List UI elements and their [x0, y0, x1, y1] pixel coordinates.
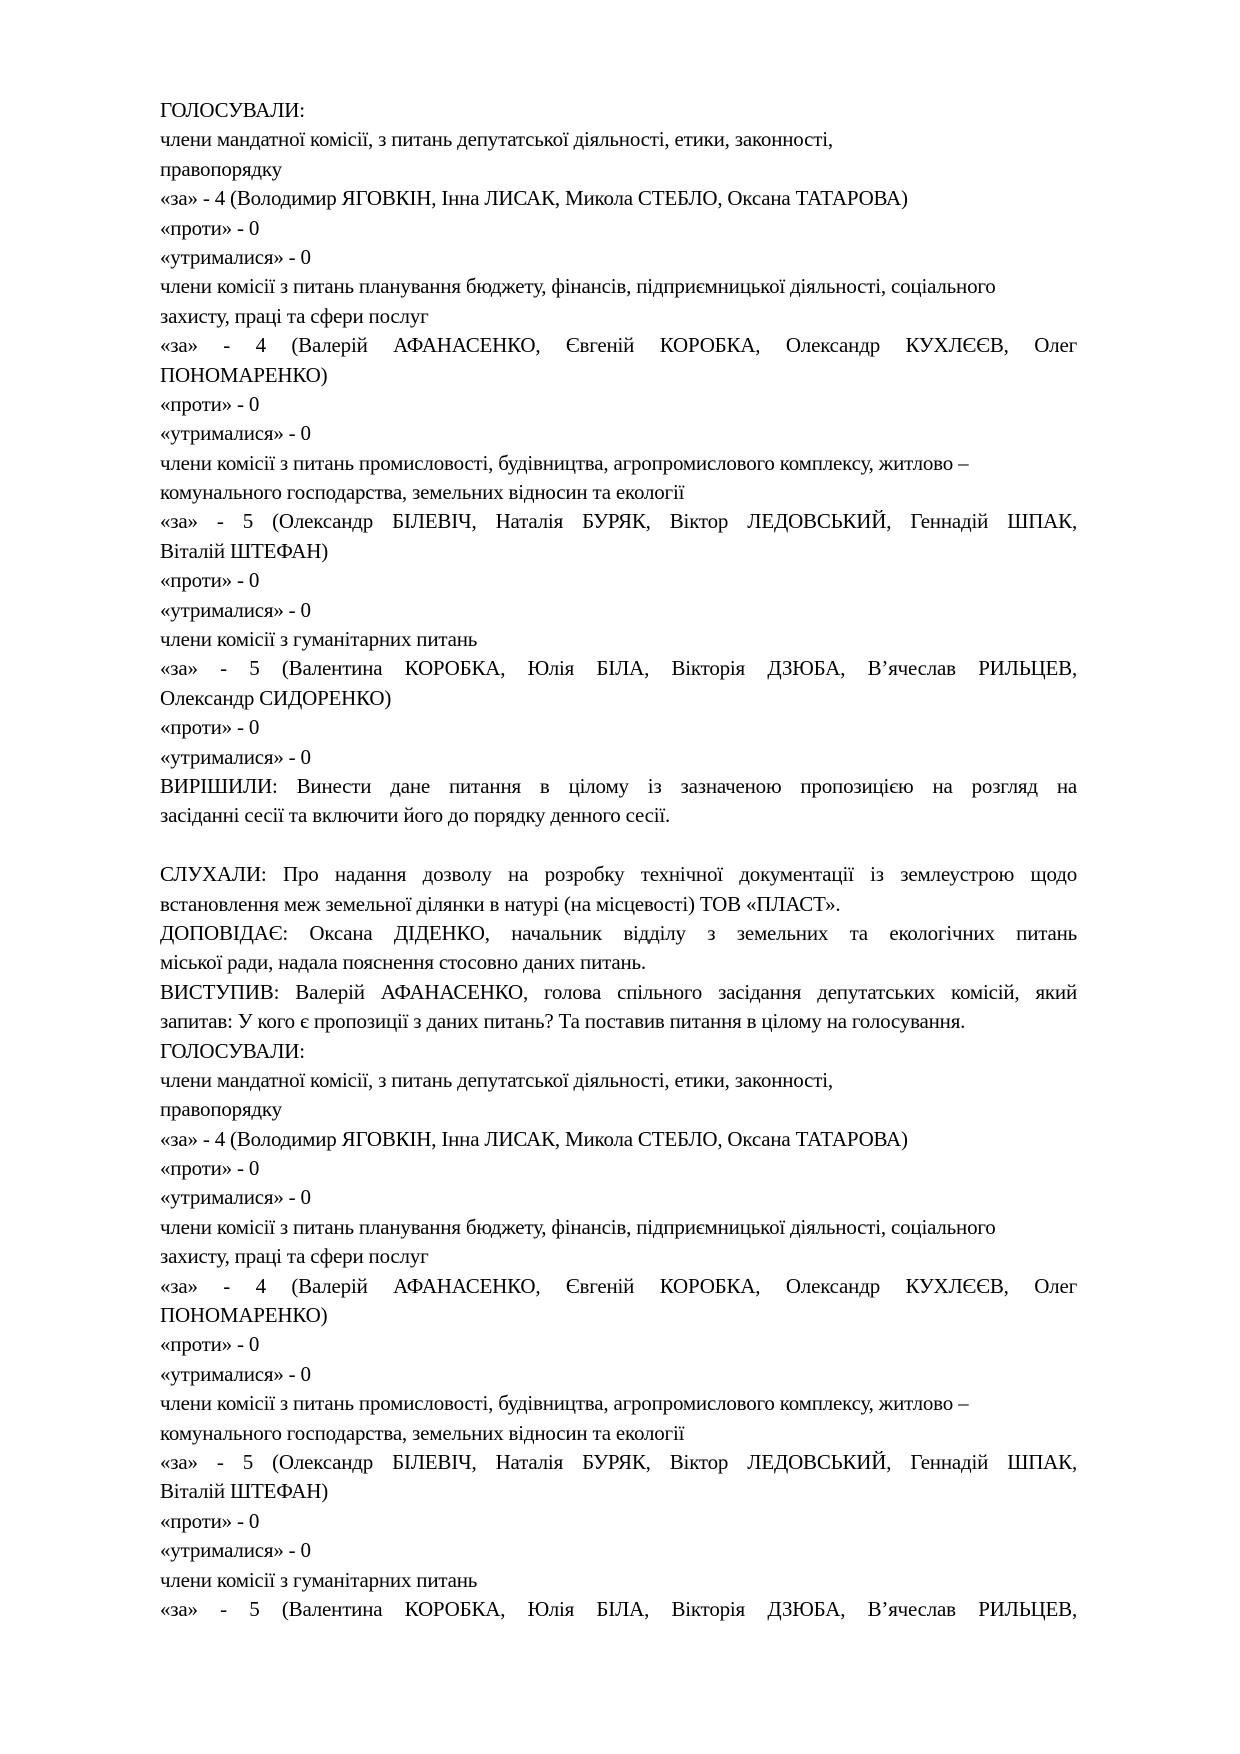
- text-line: члени комісії з питань планування бюджету, фінансів, підприємницької діяльності, соціального: [160, 1214, 996, 1239]
- text-line: «проти» - 0: [160, 391, 260, 416]
- text-line: «утрималися» - 0: [160, 1538, 311, 1563]
- text-line: «за» - 5 (Валентина КОРОБКА, Юлія БІЛА, Вікторія ДЗЮБА, В’ячеслав РИЛЬЦЕВ,: [160, 1596, 1077, 1621]
- text-line: члени комісії з питань промисловості, будівництва, агропромислового комплексу, житлово –: [160, 450, 969, 475]
- text-line: комунального господарства, земельних відносин та екології: [160, 480, 685, 505]
- text-line: «проти» - 0: [160, 1332, 260, 1357]
- text-line: ГОЛОСУВАЛИ:: [160, 98, 305, 122]
- document-text: [160, 96, 1077, 1624]
- text-line: ПОНОМАРЕНКО): [160, 362, 328, 387]
- text-line: «за» - 5 (Валентина КОРОБКА, Юлія БІЛА, Вікторія ДЗЮБА, В’ячеслав РИЛЬЦЕВ,: [160, 656, 1077, 681]
- text-line: ПОНОМАРЕНКО): [160, 1303, 328, 1328]
- text-line: запитав: У кого є пропозиції з даних питань? Та поставив питання в цілому на голосування.: [160, 1009, 966, 1034]
- text-line: члени комісії з питань планування бюджету, фінансів, підприємницької діяльності, соціального: [160, 274, 996, 299]
- blank-line: [160, 831, 1077, 860]
- text-line: міської ради, надала пояснення стосовно даних питань.: [160, 950, 646, 975]
- text-line: «утрималися» - 0: [160, 244, 311, 269]
- text-line: «утрималися» - 0: [160, 1185, 311, 1210]
- text-line: комунального господарства, земельних відносин та екології: [160, 1420, 685, 1445]
- text-line: «проти» - 0: [160, 1156, 260, 1181]
- text-line: «проти» - 0: [160, 568, 260, 593]
- text-line: правопорядку: [160, 156, 282, 181]
- text-line: захисту, праці та сфери послуг: [160, 303, 429, 328]
- text-line: «за» - 4 (Валерій АФАНАСЕНКО, Євгеній КОРОБКА, Олександр КУХЛЄЄВ, Олег: [160, 1273, 1077, 1298]
- text-line: «за» - 4 (Володимир ЯГОВКІН, Інна ЛИСАК, Микола СТЕБЛО, Оксана ТАТАРОВА): [160, 1126, 908, 1151]
- text-line: члени комісії з гуманітарних питань: [160, 627, 478, 652]
- text-line: «утрималися» - 0: [160, 1361, 311, 1386]
- text-line: ВИСТУПИВ: Валерій АФАНАСЕНКО, голова спільного засідання депутатських комісій, який: [160, 979, 1077, 1004]
- text-line: засіданні сесії та включити його до порядку денного сесії.: [160, 803, 671, 828]
- text-line: «за» - 4 (Валерій АФАНАСЕНКО, Євгеній КОРОБКА, Олександр КУХЛЄЄВ, Олег: [160, 333, 1077, 358]
- text-line: «утрималися» - 0: [160, 421, 311, 446]
- text-line: «за» - 5 (Олександр БІЛЕВІЧ, Наталія БУРЯК, Віктор ЛЕДОВСЬКИЙ, Геннадій ШПАК,: [160, 509, 1077, 534]
- text-line: «проти» - 0: [160, 215, 260, 240]
- text-line: СЛУХАЛИ: Про надання дозволу на розробку технічної документації із землеустрою щодо: [160, 862, 1077, 887]
- text-line: «утрималися» - 0: [160, 744, 311, 769]
- text-line: члени мандатної комісії, з питань депутатської діяльності, етики, законності,: [160, 1067, 833, 1092]
- text-line: ВИРІШИЛИ: Винести дане питання в цілому із зазначеною пропозицією на розгляд на: [160, 773, 1077, 798]
- text-line: «проти» - 0: [160, 715, 260, 740]
- text-line: члени комісії з питань промисловості, будівництва, агропромислового комплексу, житлово –: [160, 1391, 969, 1416]
- text-line: ДОПОВІДАЄ: Оксана ДІДЕНКО, начальник відділу з земельних та екологічних питань: [160, 920, 1077, 945]
- text-line: «проти» - 0: [160, 1508, 260, 1533]
- text-line: ГОЛОСУВАЛИ:: [160, 1038, 305, 1063]
- text-line: встановлення меж земельної ділянки в натурі (на місцевості) ТОВ «ПЛАСТ».: [160, 891, 841, 916]
- text-line: Віталій ШТЕФАН): [160, 538, 329, 563]
- text-line: Віталій ШТЕФАН): [160, 1479, 329, 1504]
- text-line: Олександр СИДОРЕНКО): [160, 685, 392, 710]
- text-line: члени комісії з гуманітарних питань: [160, 1567, 478, 1592]
- text-line: правопорядку: [160, 1097, 282, 1122]
- text-line: члени мандатної комісії, з питань депутатської діяльності, етики, законності,: [160, 127, 833, 152]
- text-line: «за» - 5 (Олександр БІЛЕВІЧ, Наталія БУРЯК, Віктор ЛЕДОВСЬКИЙ, Геннадій ШПАК,: [160, 1449, 1077, 1474]
- text-line: захисту, праці та сфери послуг: [160, 1244, 429, 1269]
- text-line: «за» - 4 (Володимир ЯГОВКІН, Інна ЛИСАК, Микола СТЕБЛО, Оксана ТАТАРОВА): [160, 186, 908, 211]
- text-line: «утрималися» - 0: [160, 597, 311, 622]
